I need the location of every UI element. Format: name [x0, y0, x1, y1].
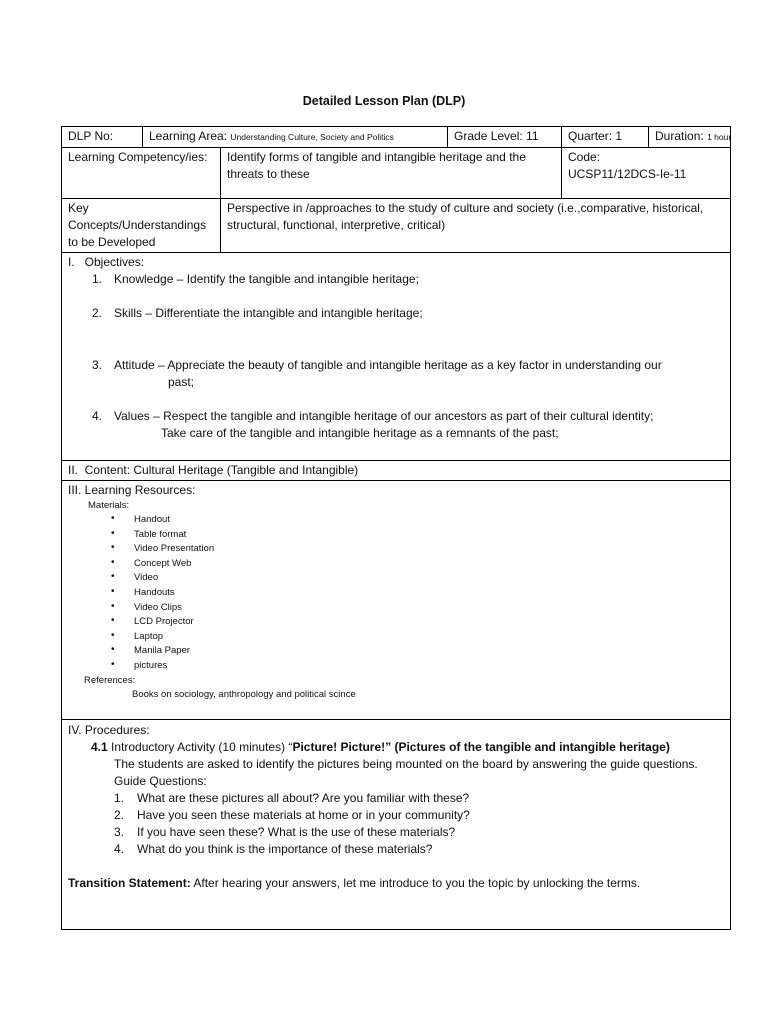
references-text: Books on sociology, anthropology and political scince [132, 688, 356, 700]
list-item: • Handouts [111, 585, 175, 598]
document-title: Detailed Lesson Plan (DLP) [302, 94, 466, 108]
activity-number: 4.1 [91, 740, 108, 754]
references-label: References: [84, 674, 136, 686]
procedures-row [62, 720, 731, 930]
code-value: UCSP11/12DCS-Ie-11 [568, 167, 687, 181]
duration-value: 1 hour [707, 132, 732, 142]
list-item: • pictures [111, 658, 168, 671]
competency-row [62, 148, 731, 199]
competency-text: Identify forms of tangible and intangible heritage and the threats to these [221, 148, 562, 199]
objectives-heading: I. Objectives: [68, 255, 145, 269]
key-concepts-label: Key Concepts/Understandings to be Developed [62, 199, 221, 253]
activity-title: Picture! Picture!” (Pictures of the tangible and intangible heritage) [292, 740, 670, 754]
guide-label: Guide Questions: [114, 774, 207, 788]
content-row [62, 461, 731, 481]
transition-statement [68, 875, 724, 892]
resources-heading: III. Learning Resources: [68, 483, 196, 497]
activity-line [91, 739, 724, 756]
objective-item: 2. Skills – Differentiate the intangible and intangible heritage; [92, 306, 423, 320]
list-item: • Video [111, 571, 159, 584]
list-item: • Concept Web [111, 556, 192, 569]
resources-row [62, 481, 731, 720]
competency-label: Learning Competency/ies: [62, 148, 221, 199]
activity-description: The students are asked to identify the pictures being mounted on the board by answering the guide questions. [114, 757, 698, 771]
objective-continuation: past; [168, 375, 195, 389]
list-item: • Laptop [111, 629, 164, 642]
key-concepts-row [62, 199, 731, 253]
learning-area-value: Understanding Culture, Society and Politics [230, 132, 394, 142]
materials-list [68, 513, 724, 674]
quarter: Quarter: 1 [568, 129, 623, 143]
guide-question: 3. If you have seen these? What is the use of these materials? [114, 825, 456, 839]
content-cell: II. Content: Cultural Heritage (Tangible and Intangible) [62, 461, 731, 481]
grade-level-cell [448, 127, 562, 148]
duration-label: Duration: [655, 129, 704, 143]
resources-cell [62, 481, 731, 720]
objective-item: 1. Knowledge – Identify the tangible and intangible heritage; [92, 272, 419, 286]
guide-question: 4. What do you think is the importance of these materials? [114, 842, 433, 856]
code-label: Code: [568, 150, 601, 164]
duration-cell [649, 127, 731, 148]
transition-label: Transition Statement: [68, 876, 191, 890]
list-item: • Table format [111, 527, 187, 540]
objective-item: 3. Attitude – Appreciate the beauty of tangible and intangible heritage as a key factor in understanding our [92, 358, 662, 372]
list-item: • LCD Projector [111, 615, 194, 628]
list-item: • Video Clips [111, 600, 182, 613]
quarter-cell [562, 127, 649, 148]
activity-intro: Introductory Activity (10 minutes) “ [111, 740, 293, 754]
learning-area-label: Learning Area: [149, 129, 228, 143]
dlp-no-label: DLP No: [68, 129, 114, 143]
materials-label: Materials: [88, 500, 130, 511]
code-cell [562, 148, 731, 199]
transition-text: After hearing your answers, let me introduce to you the topic by unlocking the terms. [190, 876, 641, 890]
header-row [62, 127, 731, 148]
list-item: • Manila Paper [111, 644, 190, 657]
dlp-no-cell [62, 127, 143, 148]
guide-question: 2. Have you seen these materials at home or in your community? [114, 808, 470, 822]
grade-level: Grade Level: 11 [454, 129, 539, 143]
procedures-heading: IV. Procedures: [68, 723, 150, 737]
list-item: • Handout [111, 513, 170, 525]
procedures-cell [62, 720, 731, 930]
key-concepts-text: Perspective in /approaches to the study of culture and society (i.e.,comparative, historical, structural, functional, interpretive, critical) [221, 199, 731, 253]
learning-area-cell [143, 127, 448, 148]
objective-continuation: Take care of the tangible and intangible heritage as a remnants of the past; [161, 426, 559, 440]
lesson-plan-table [61, 126, 731, 930]
guide-question: 1. What are these pictures all about? Are you familiar with these? [114, 791, 470, 805]
objectives-row [62, 253, 731, 461]
objectives-cell [62, 253, 731, 461]
list-item: • Video Presentation [111, 542, 215, 555]
objective-item: 4. Values – Respect the tangible and intangible heritage of our ancestors as part of their cultural identity; [92, 409, 654, 423]
